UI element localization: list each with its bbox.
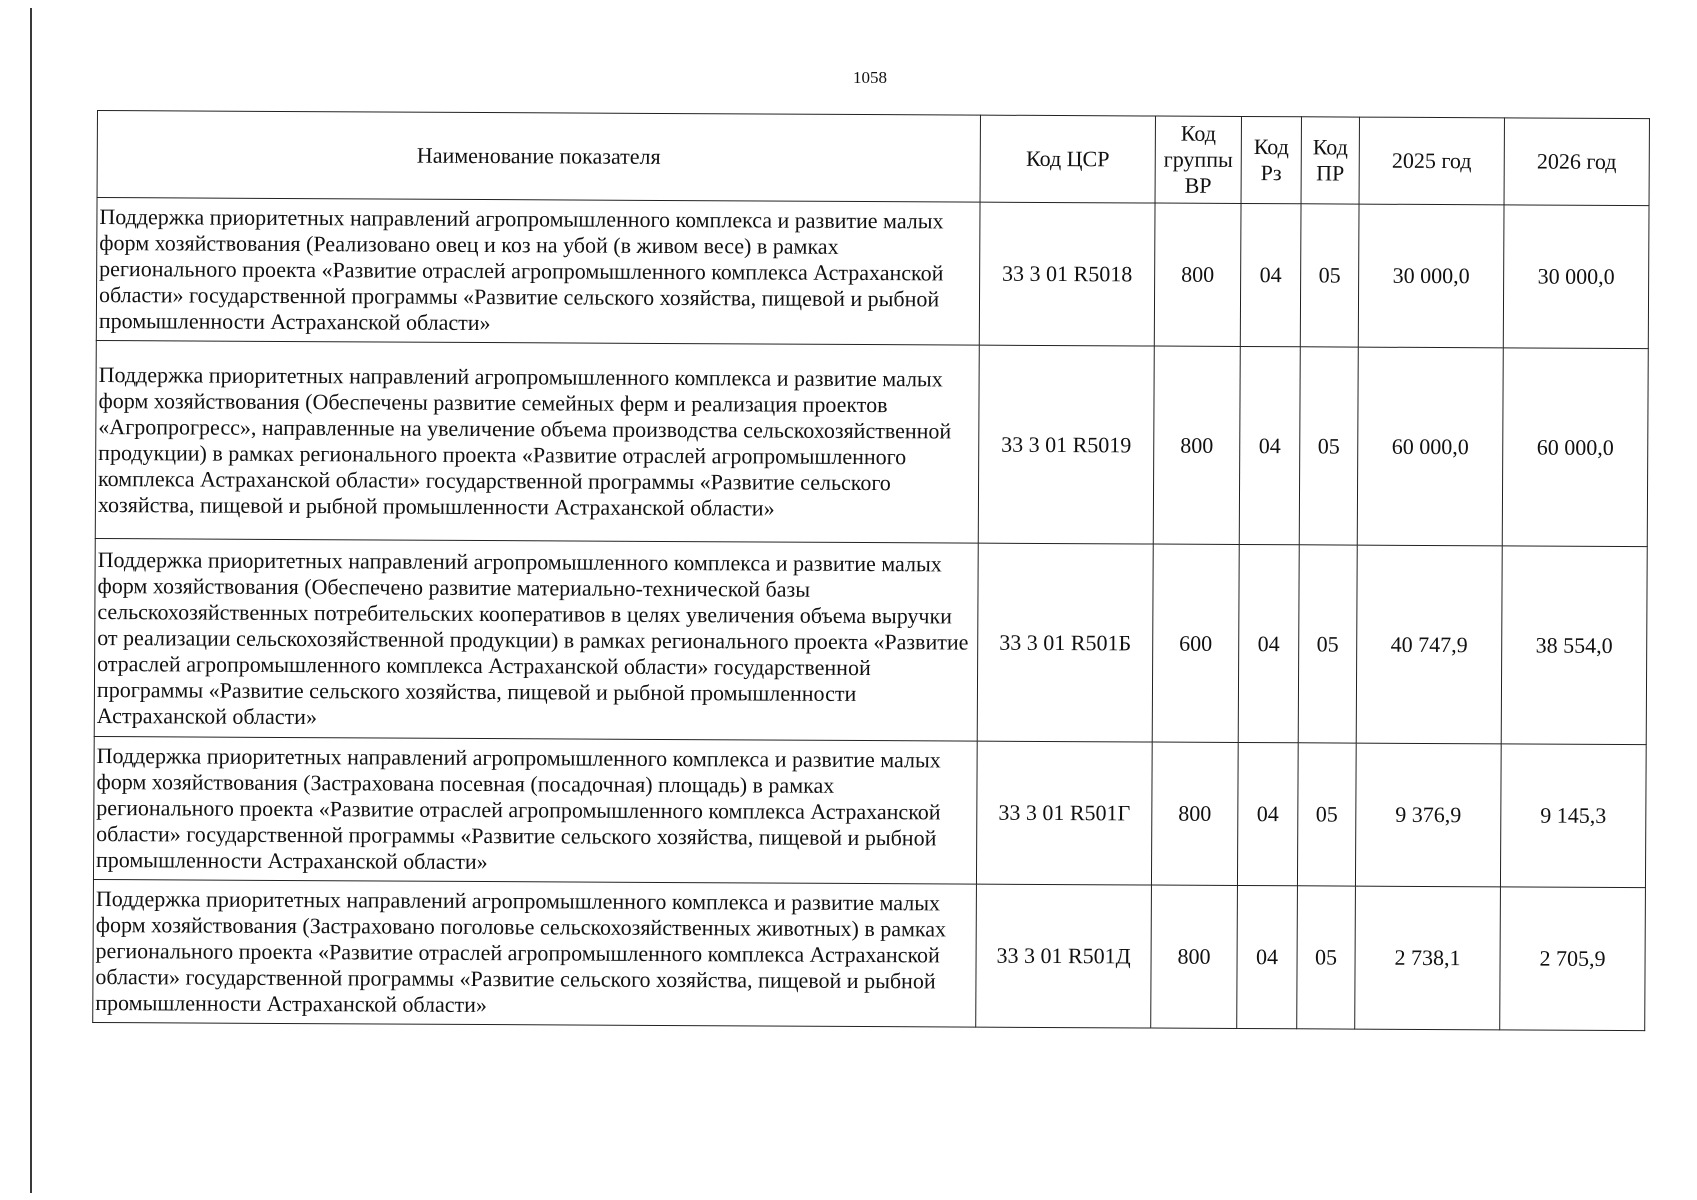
table-header-row bbox=[97, 111, 1649, 206]
indicator-name: Поддержка приоритетных направлений агропромышленного комплекса и развитие малых форм хозяйствования (Застраховано поголовье сельскохозяйственных животных) в рамках регионального проекта «Развитие отраслей агропромышленного комплекса Астраханской области» государственной программы «Развитие сельского хозяйства, пищевой и рыбной промышленности Астраханской области» bbox=[93, 879, 977, 1027]
rz-code: 04 bbox=[1237, 742, 1298, 885]
header-pr-code: Код ПР bbox=[1301, 117, 1359, 204]
amount-2026: 60 000,0 bbox=[1502, 348, 1648, 547]
csr-code: 33 3 01 R5018 bbox=[979, 202, 1155, 346]
csr-code: 33 3 01 R501Б bbox=[977, 543, 1153, 742]
csr-code: 33 3 01 R501Д bbox=[976, 884, 1152, 1028]
pr-code: 05 bbox=[1297, 743, 1356, 886]
pr-code: 05 bbox=[1297, 886, 1356, 1029]
indicator-name: Поддержка приоритетных направлений агропромышленного комплекса и развитие малых форм хозяйствования (Реализовано овец и коз на убой (в живом весе) в рамках регионального проекта «Развитие отраслей агропромышленного комплекса Астраханской области» государственной программы «Развитие сельского хозяйства, пищевой и рыбной промышленности Астраханской области» bbox=[96, 198, 980, 346]
amount-2025: 2 738,1 bbox=[1355, 886, 1501, 1030]
amount-2026: 2 705,9 bbox=[1500, 887, 1646, 1031]
table-row bbox=[93, 879, 1646, 1030]
vr-code: 800 bbox=[1151, 742, 1238, 885]
pr-code: 05 bbox=[1298, 545, 1357, 743]
csr-code: 33 3 01 R5019 bbox=[978, 345, 1154, 544]
budget-table bbox=[92, 110, 1650, 1031]
vr-code: 600 bbox=[1152, 544, 1239, 742]
amount-2025: 9 376,9 bbox=[1355, 743, 1501, 887]
csr-code: 33 3 01 R501Г bbox=[976, 741, 1152, 885]
amount-2025: 40 747,9 bbox=[1356, 545, 1502, 744]
rz-code: 04 bbox=[1239, 346, 1300, 544]
indicator-name: Поддержка приоритетных направлений агропромышленного комплекса и развитие малых форм хозяйствования (Обеспечено развитие материально-технической базы сельскохозяйственных потребительских кооперативов в целях увеличения объема выручки от реализации сельскохозяйственной продукции) в рамках регионального проекта «Развитие отраслей агропромышленного комплекса Астраханской области» государственной программы «Развитие сельского хозяйства, пищевой и рыбной промышленности Астраханской области» bbox=[94, 538, 978, 741]
amount-2026: 9 145,3 bbox=[1500, 744, 1646, 888]
amount-2026: 38 554,0 bbox=[1501, 546, 1647, 745]
rz-code: 04 bbox=[1237, 885, 1298, 1028]
header-rz-code: Код Рз bbox=[1241, 116, 1301, 203]
page-number: 1058 bbox=[853, 68, 887, 87]
rz-code: 04 bbox=[1240, 203, 1301, 346]
pr-code: 05 bbox=[1299, 347, 1358, 545]
vr-code: 800 bbox=[1151, 885, 1238, 1028]
table-row bbox=[93, 736, 1646, 887]
indicator-name: Поддержка приоритетных направлений агропромышленного комплекса и развитие малых форм хозяйствования (Обеспечены развитие семейных ферм и реализация проектов «Агропрогресс», направленные на увеличение объема производства сельскохозяйственной продукции) в рамках регионального проекта «Развитие отраслей агропромышленного комплекса Астраханской области» государственной программы «Развитие сельского хозяйства, пищевой и рыбной промышленности Астраханской области» bbox=[95, 340, 979, 543]
vr-code: 800 bbox=[1153, 346, 1240, 544]
rz-code: 04 bbox=[1238, 544, 1299, 742]
page-margin-line bbox=[30, 8, 32, 1193]
table-row bbox=[95, 340, 1648, 546]
pr-code: 05 bbox=[1300, 204, 1359, 347]
header-year-2025: 2025 год bbox=[1359, 117, 1504, 205]
amount-2026: 30 000,0 bbox=[1503, 205, 1649, 349]
indicator-name: Поддержка приоритетных направлений агропромышленного комплекса и развитие малых форм хозяйствования (Застрахована посевная (посадочная) площадь) в рамках регионального проекта «Развитие отраслей агропромышленного комплекса Астраханской области» государственной программы «Развитие сельского хозяйства, пищевой и рыбной промышленности Астраханской области» bbox=[93, 736, 977, 884]
header-name: Наименование показателя bbox=[97, 111, 980, 203]
header-vr-code: Код группы ВР bbox=[1155, 116, 1241, 203]
table-row bbox=[96, 198, 1649, 349]
table-row bbox=[94, 538, 1647, 744]
vr-code: 800 bbox=[1154, 203, 1241, 346]
header-year-2026: 2026 год bbox=[1504, 118, 1649, 206]
header-csr-code: Код ЦСР bbox=[980, 115, 1155, 203]
amount-2025: 60 000,0 bbox=[1357, 347, 1503, 546]
amount-2025: 30 000,0 bbox=[1358, 204, 1504, 348]
